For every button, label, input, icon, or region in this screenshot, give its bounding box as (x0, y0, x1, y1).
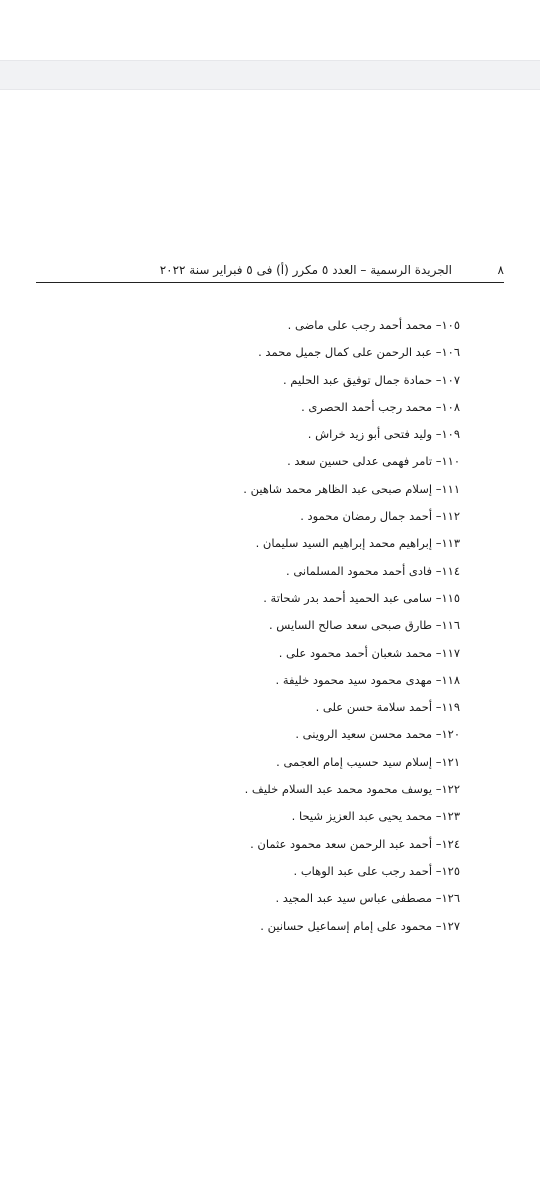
names-list (130, 312, 460, 940)
list-item: ١٢٢– يوسف محمود محمد عبد السلام خليف . (244, 782, 460, 797)
list-item: ١١٨– مهدى محمود سيد محمود خليفة . (275, 672, 460, 687)
list-item: ١١٧– محمد شعبان أحمد محمود على . (278, 645, 460, 660)
viewer-toolbar-band (0, 60, 540, 90)
list-item: ١١٦– طارق صبحى سعد صالح السايس . (269, 618, 460, 633)
list-item: ١١٢– أحمد جمال رمضان محمود . (300, 509, 460, 524)
list-item: ١٠٧– حمادة جمال توفيق عبد الحليم . (282, 372, 460, 387)
list-item: ١٢٣– محمد يحيى عبد العزيز شيحا . (291, 809, 460, 824)
list-item: ١٠٩– وليد فتحى أبو زيد خراش . (307, 427, 460, 442)
list-item: ١١٣– إبراهيم محمد إبراهيم السيد سليمان . (255, 536, 460, 551)
list-item: ١١٠– تامر فهمى عدلى حسين سعد . (287, 454, 460, 469)
list-item: ١٢٥– أحمد رجب على عبد الوهاب . (293, 863, 460, 878)
list-item: ١٠٨– محمد رجب أحمد الحصرى . (301, 399, 460, 414)
top-bar (0, 0, 540, 60)
list-item: ١١١– إسلام صبحى عبد الظاهر محمد شاهين . (243, 481, 460, 496)
list-item: ١٢١– إسلام سيد حسيب إمام العجمى . (276, 754, 460, 769)
list-item: ١٢٦– مصطفى عباس سيد عبد المجيد . (275, 891, 460, 906)
list-item: ١٠٦– عبد الرحمن على كمال جميل محمد . (258, 345, 460, 360)
gazette-header-title: الجريدة الرسمية – العدد ٥ مكرر (أ) فى ٥ فبراير سنة ٢٠٢٢ (159, 263, 452, 277)
list-item: ١٢٤– أحمد عبد الرحمن سعد محمود عثمان . (250, 836, 460, 851)
list-item: ١٠٥– محمد أحمد رجب على ماضى . (287, 318, 460, 332)
list-item: ١٢٠– محمد محسن سعيد الروينى . (295, 727, 460, 742)
page-number: ٨ (497, 263, 504, 277)
page-header (36, 260, 504, 283)
list-item: ١١٥– سامى عبد الحميد أحمد بدر شحاتة . (263, 590, 460, 605)
list-item: ١١٩– أحمد سلامة حسن على . (315, 700, 460, 715)
list-item: ١٢٧– محمود على إمام إسماعيل حسانين . (260, 918, 460, 933)
list-item: ١١٤– فادى أحمد محمود المسلمانى . (286, 563, 460, 578)
document-page (0, 90, 540, 1200)
